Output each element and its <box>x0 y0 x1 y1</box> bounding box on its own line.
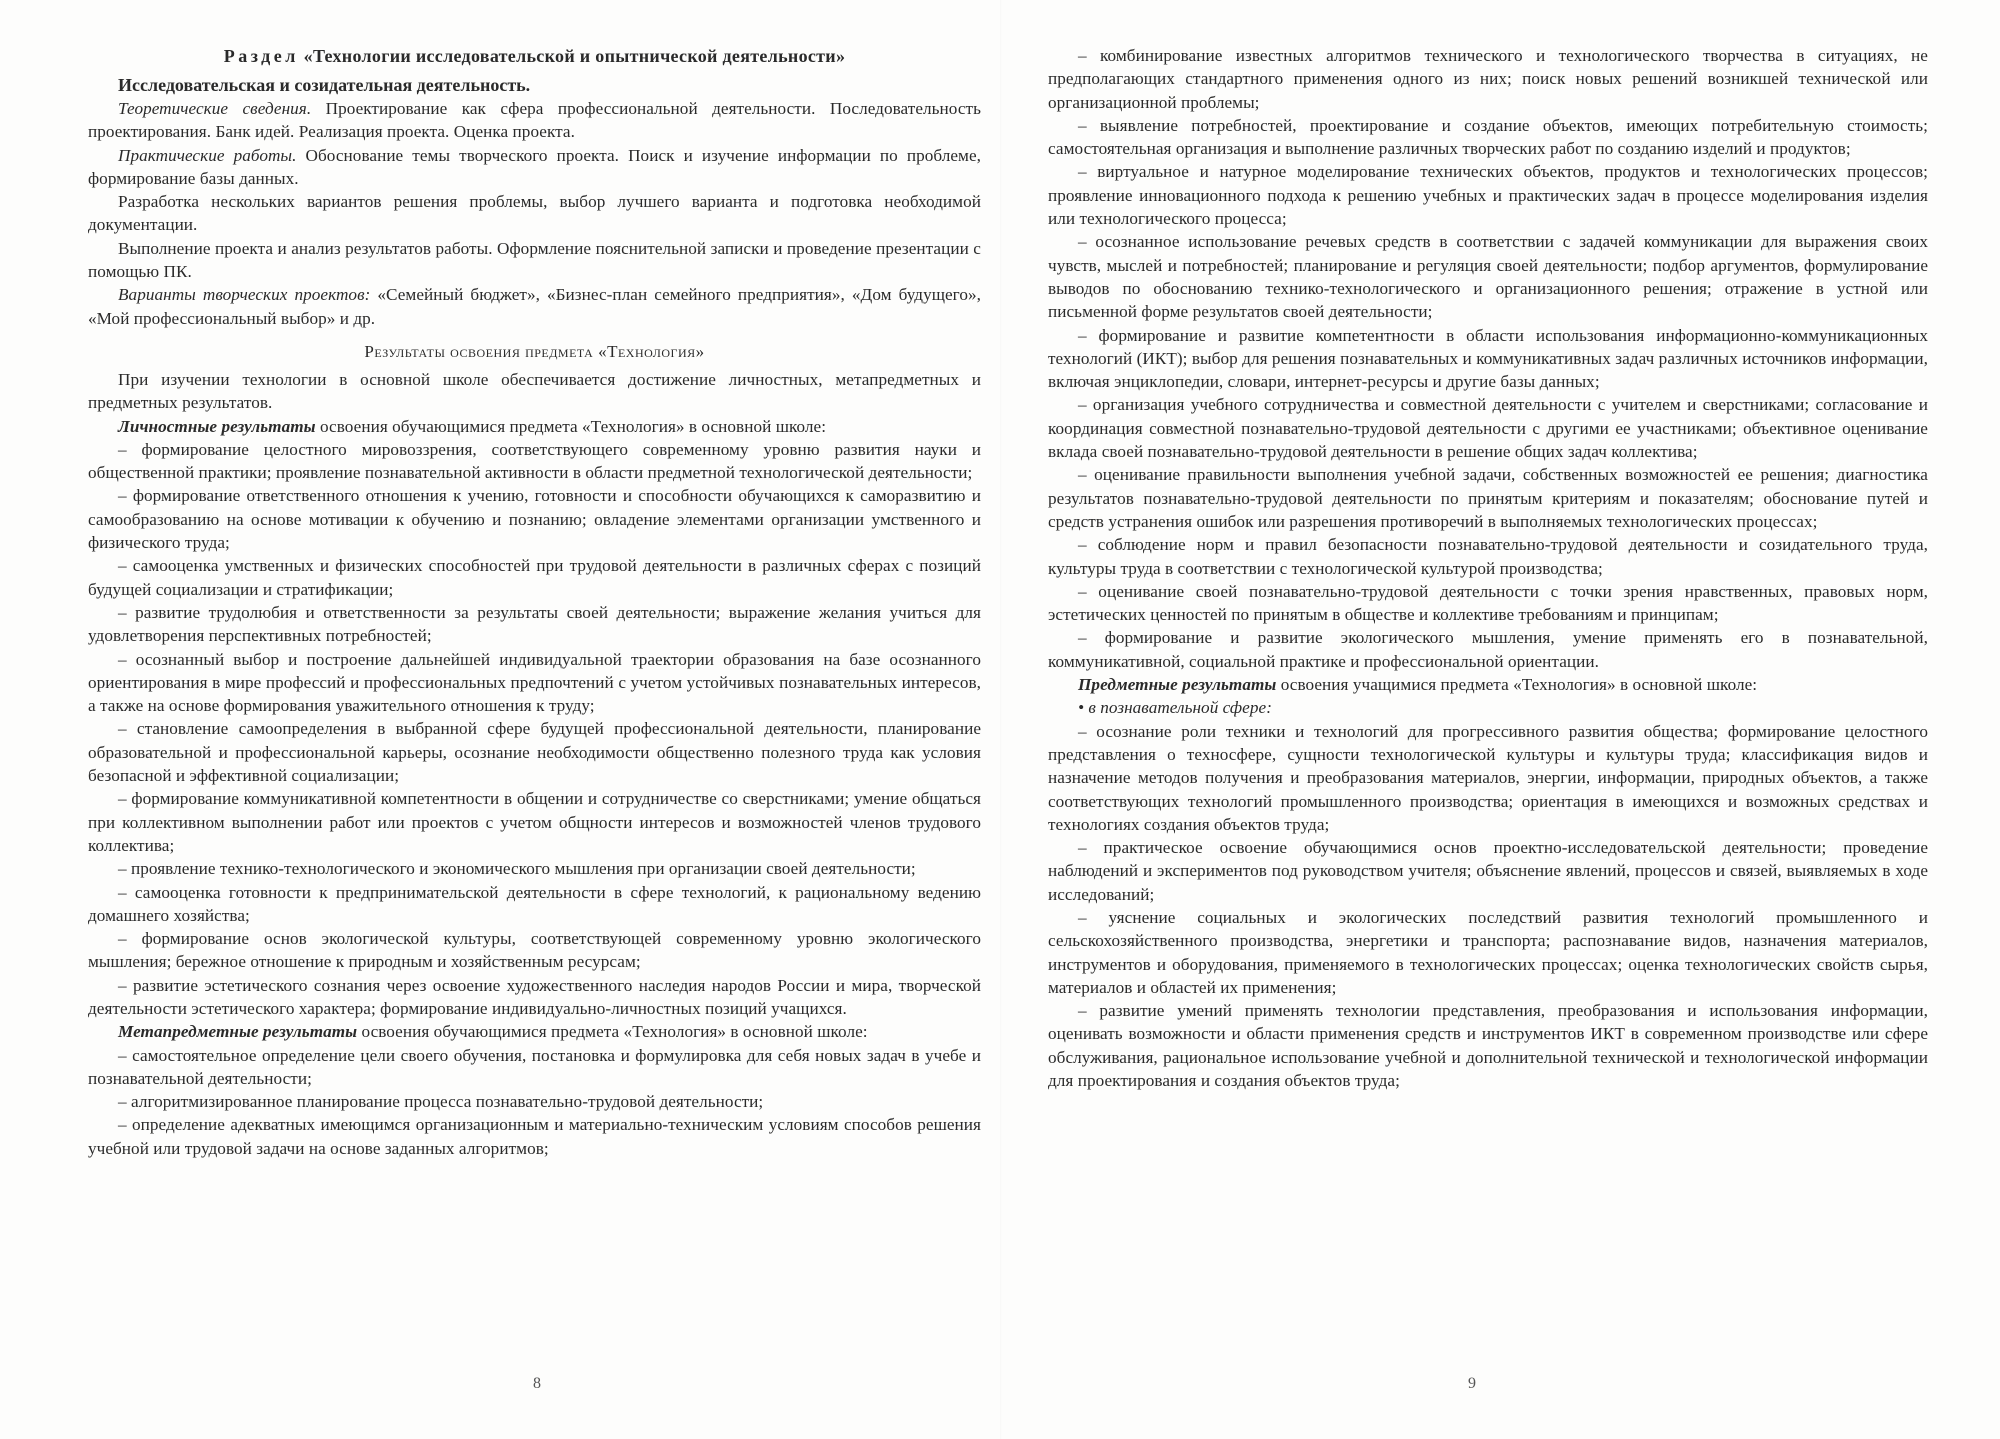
results-intro: При изучении технологии в основной школе обеспечивается достижение личностных, метапредметных и предметных результатов. <box>88 369 981 413</box>
list-item: – формирование коммуникативной компетентности в общении и сотрудничестве со сверстниками; умение общаться при коллективном выполнении работ или проектов с учетом общности интересов и возможностей членов трудового коллектива; <box>88 789 981 855</box>
list-item: – осознанное использование речевых средств в соответствии с задачей коммуникации для выражения своих чувств, мыслей и потребностей; планирование и регуляция своей деятельности; подбор аргументов, формулирование выводов по обоснованию технико-технологического и организационного решения; отражение в устной или письменной форме результатов своей деятельности; <box>1048 232 1928 322</box>
personal-results-intro <box>88 415 981 438</box>
right-page <box>1048 44 1928 1374</box>
left-page <box>88 44 981 1374</box>
personal-results-label: Личностные результаты <box>118 416 316 436</box>
meta-results-label: Метапредметные результаты <box>118 1022 358 1042</box>
variants-paragraph <box>88 283 981 330</box>
list-item: – комбинирование известных алгоритмов технического и технологического творчества в ситуациях, не предполагающих стандартного применения одного из них; поиск новых решений возникшей технической или организационной проблемы; <box>1048 46 1928 112</box>
meta-results-intro-text: освоения обучающимися предмета «Технология» в основной школе: <box>357 1022 868 1042</box>
list-item: – осознание роли техники и технологий для прогрессивного развития общества; формирование целостного представления о техносфере, сущности технологической культуры и культуры труда; классификация видов и назначение методов получения и преобразования материалов, энергии, информации, природных объектов, а также соответствующих технологий промышленного производства; ориентация в имеющихся и возможных средствах и технологиях создания объектов труда; <box>1048 721 1928 834</box>
page-number-right: 9 <box>1468 1375 1476 1392</box>
list-item: – виртуальное и натурное моделирование технических объектов, продуктов и технологических процессов; проявление инновационного подхода к решению учебных и практических задач в процессе моделирования изделия или технологического процесса; <box>1048 162 1928 229</box>
page-fold <box>1000 0 1002 1439</box>
list-item: – формирование ответственного отношения к учению, готовности и способности обучающихся к саморазвитию и самообразованию на основе мотивации к обучению и познанию; овладение элементами организации умственного и физического труда; <box>88 486 981 553</box>
list-item: – осознанный выбор и построение дальнейшей индивидуальной траектории образования на базе осознанного ориентирования в мире профессий и профессиональных предпочтений с учетом устойчивых познавательных интересов, а также на основе формирования уважительного отношения к труду; <box>88 649 981 716</box>
variants-text: «Семейный бюджет», «Бизнес-план семейного предприятия», «Дом будущего», «Мой профессиональный выбор» и др. <box>88 285 981 328</box>
theory-text: Проектирование как сфера профессиональной деятельности. Последовательность проектирования. Банк идей. Реализация проекта. Оценка проекта. <box>88 99 981 142</box>
section-title-prefix: Раздел <box>223 46 299 66</box>
list-item: – самооценка готовности к предпринимательской деятельности в сфере технологий, к рациональному ведению домашнего хозяйства; <box>88 882 981 925</box>
results-heading-subject: «Технология» <box>598 341 705 361</box>
list-item: – практическое освоение обучающимися основ проектно-исследовательской деятельности; проведение наблюдений и экспериментов под руководством учителя; объяснение явлений, процессов и связей, выявляемых в ходе исследований; <box>1048 838 1928 904</box>
section-title-text: «Технологии исследовательской и опытнической деятельности» <box>303 46 846 66</box>
list-item: – формирование и развитие экологического мышления, умение применять его в познавательной, коммуникативной, социальной практике и профессиональной ориентации. <box>1048 628 1928 671</box>
subject-results-intro-text: освоения учащимися предмета «Технология» в основной школе: <box>1276 675 1758 695</box>
subject-results-intro <box>1048 673 1928 696</box>
results-heading-prefix: Результаты освоения предмета <box>364 341 594 361</box>
subject-results-label: Предметные результаты <box>1078 675 1277 695</box>
page-number-left: 8 <box>533 1375 541 1392</box>
list-item: – самостоятельное определение цели своего обучения, постановка и формулировка для себя новых задач в учебе и познавательной деятельности; <box>88 1045 981 1088</box>
list-item: – формирование и развитие компетентности в области использования информационно-коммуникационных технологий (ИКТ); выбор для решения познавательных и коммуникативных задач различных источников информации, включая энциклопедии, словари, интернет-ресурсы и другие базы данных; <box>1048 325 1928 392</box>
subheading: Исследовательская и созидательная деятельность. <box>118 75 531 95</box>
list-item: – алгоритмизированное планирование процесса познавательно-трудовой деятельности; <box>118 1092 764 1112</box>
list-item: – развитие трудолюбия и ответственности за результаты своей деятельности; выражение желания учиться для удовлетворения перспективных потребностей; <box>88 602 981 646</box>
list-item: – оценивание своей познавательно-трудовой деятельности с точки зрения нравственных, правовых норм, эстетических ценностей по принятым в обществе и коллективе требованиям и принципам; <box>1048 581 1928 625</box>
section-title <box>88 44 981 68</box>
cognitive-sphere-label: • в познавательной сфере: <box>1078 698 1272 718</box>
practice-paragraph-2: Разработка нескольких вариантов решения проблемы, выбор лучшего варианта и подготовка необходимой документации. <box>88 192 981 235</box>
list-item: – организация учебного сотрудничества и совместной деятельности с учителем и сверстниками; согласование и координация совместной познавательно-трудовой деятельности с другими ее участниками; объективное оценивание вклада своей познавательно-трудовой деятельности в решение общих задач коллектива; <box>1048 395 1928 462</box>
list-item: – оценивание правильности выполнения учебной задачи, собственных возможностей ее решения; диагностика результатов познавательно-трудовой деятельности по принятым критериям и показателям; обоснование путей и средств устранения ошибок или разрешения противоречий в выполняемых технологических процессах; <box>1048 465 1928 531</box>
list-item: – выявление потребностей, проектирование и создание объектов, имеющих потребительную стоимость; самостоятельная организация и выполнение различных творческих работ по созданию изделий и продуктов; <box>1048 115 1928 159</box>
list-item: – формирование целостного мировоззрения, соответствующего современному уровню развития науки и общественной практики; проявление познавательной активности в области предметной технологической деятельности; <box>88 439 981 483</box>
list-item: – становление самоопределения в выбранной сфере будущей профессиональной деятельности, планирование образовательной и профессиональной карьеры, осознание необходимости общественно полезного труда как условия безопасной и эффективной социализации; <box>88 719 981 786</box>
list-item: – уяснение социальных и экологических последствий развития технологий промышленного и сельскохозяйственного производства, энергетики и транспорта; распознавание видов, назначения материалов, инструментов и оборудования, применяемого в технологических процессах; оценка технологических свойств сырья, материалов и областей их применения; <box>1048 907 1928 997</box>
list-item: – самооценка умственных и физических способностей при трудовой деятельности в различных сферах с позиций будущей социализации и стратификации; <box>88 556 981 599</box>
theory-label: Теоретические сведения. <box>118 99 312 118</box>
personal-results-intro-text: освоения обучающимися предмета «Технология» в основной школе: <box>315 416 827 436</box>
list-item: – определение адекватных имеющимся организационным и материально-техническим условиям способов решения учебной или трудовой задачи на основе заданных алгоритмов; <box>88 1115 981 1158</box>
list-item: – проявление технико-технологического и экономического мышления при организации своей деятельности; <box>118 859 916 879</box>
practice-paragraph <box>88 144 981 191</box>
variants-label: Варианты творческих проектов: <box>118 285 371 305</box>
practice-text: Обоснование темы творческого проекта. Поиск и изучение информации по проблеме, формирование базы данных. <box>88 145 981 188</box>
meta-results-intro <box>88 1020 981 1043</box>
list-item: – развитие умений применять технологии представления, преобразования и использования информации, оценивать возможности и области применения средств и инструментов ИКТ в современном производстве или сфере обслуживания, рациональное использование учебной и дополнительной технической и технологической информации для проектирования и создания объектов труда; <box>1048 1001 1928 1091</box>
list-item: – соблюдение норм и правил безопасности познавательно-трудовой деятельности и созидательного труда, культуры труда в соответствии с технологической культурой производства; <box>1048 535 1928 578</box>
theory-paragraph <box>88 97 981 144</box>
list-item: – формирование основ экологической культуры, соответствующей современному уровню экологического мышления; бережное отношение к природным и хозяйственным ресурсам; <box>88 929 981 972</box>
results-heading <box>88 340 981 364</box>
practice-label: Практические работы. <box>118 145 297 165</box>
list-item: – развитие эстетического сознания через освоение художественного наследия народов России и мира, творческой деятельности эстетического характера; формирование индивидуально-личностных позиций учащихся. <box>88 975 981 1018</box>
practice-paragraph-3: Выполнение проекта и анализ результатов работы. Оформление пояснительной записки и проведение презентации с помощью ПК. <box>88 238 981 282</box>
